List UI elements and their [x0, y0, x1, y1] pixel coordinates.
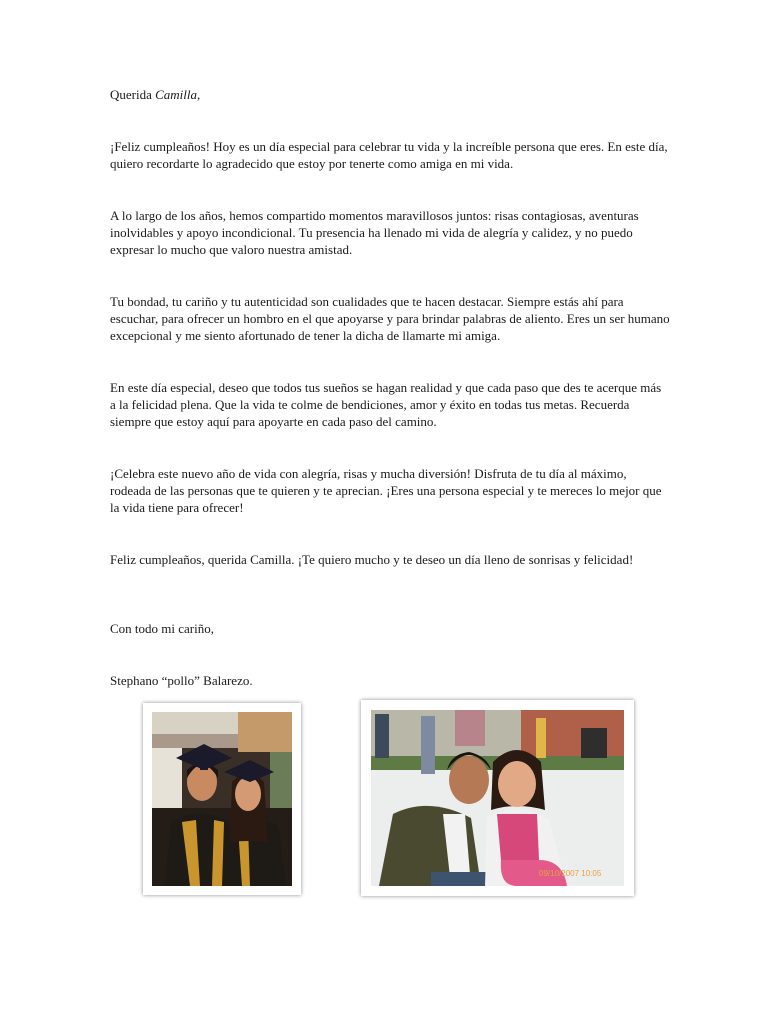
photo-timestamp: 09/10/2007 10:05 — [539, 869, 602, 878]
salutation-name: Camilla — [155, 87, 198, 102]
children-photo-icon — [371, 710, 624, 886]
signature: Stephano “pollo” Balarezo. — [110, 673, 253, 688]
paragraph-kindness: Tu bondad, tu cariño y tu autenticidad son cualidades que te hacen destacar. Siempre estás ahí para escuchar, para ofrecer un hombro en el que apoyarse y para brindar palabras de aliento. Eres un ser humano excepcional y me siento afortunado de tener la dicha de llamarte mi amiga. — [110, 294, 670, 343]
paragraph-wishes: En este día especial, deseo que todos tus sueños se hagan realidad y que cada paso que des te acerque más a la felicidad plena. Que la vida te colme de bendiciones, amor y éxito en todas tus metas. Recuerda siempre que estoy aquí para apoyarte en cada paso del camino. — [110, 380, 662, 429]
graduation-photo-frame — [143, 703, 301, 895]
paragraph-final-wish: Feliz cumpleaños, querida Camilla. ¡Te quiero mucho y te deseo un día lleno de sonrisas y felicidad! — [110, 552, 634, 567]
salutation-suffix: , — [197, 87, 201, 102]
salutation — [110, 86, 670, 103]
closing-line: Con todo mi cariño, — [110, 621, 214, 636]
paragraph-birthday: ¡Feliz cumpleaños! Hoy es un día especial para celebrar tu vida y la increíble persona que eres. En este día, quiero recordarte lo agradecido que estoy por tenerte como amiga en mi vida. — [110, 139, 668, 171]
salutation-prefix: Querida — [110, 87, 156, 102]
graduation-photo-icon — [152, 712, 292, 886]
children-photo-frame — [361, 700, 634, 896]
paragraph-celebrate: ¡Celebra este nuevo año de vida con alegría, risas y mucha diversión! Disfruta de tu día al máximo, rodeada de las personas que te quieren y te aprecian. ¡Eres una persona especial y te mereces lo mejor que la vida tiene para ofrecer! — [110, 466, 662, 515]
paragraph-memories: A lo largo de los años, hemos compartido momentos maravillosos juntos: risas contagiosas, aventuras inolvidables y apoyo incondicional. Tu presencia ha llenado mi vida de alegría y calidez, y no puedo expresar lo mucho que valoro nuestra amistad. — [110, 208, 639, 257]
